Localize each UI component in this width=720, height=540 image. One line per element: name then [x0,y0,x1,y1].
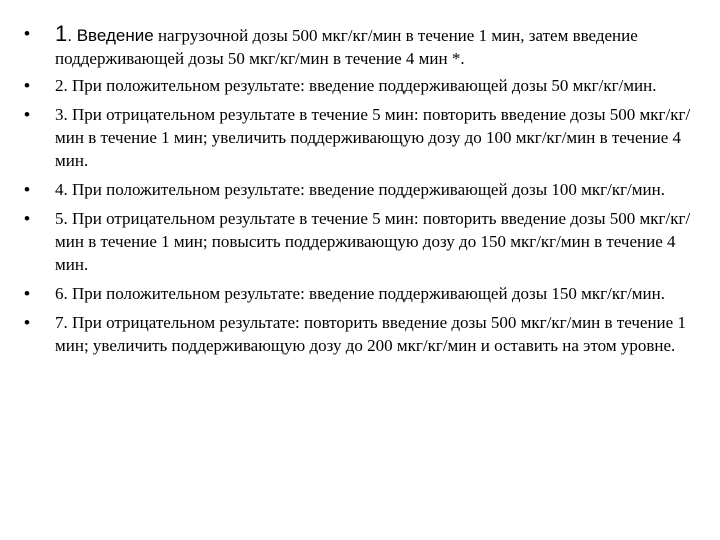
bullet-icon: • [24,313,30,332]
bullet-icon: • [24,76,30,95]
bullet-icon: • [24,284,30,303]
item-text: 7. При отрицательном результате: повторить введение дозы 500 мкг/кг/мин в течение 1 мин; увеличить поддерживающую дозу до 200 мкг/кг/мин и оставить на этом уровне. [55,313,686,355]
item-number: 1 [55,21,68,46]
list-item [22,74,702,97]
bullet-list [22,22,702,363]
bullet-icon: • [24,105,30,124]
item-number-dot: . [67,26,77,45]
list-item [22,311,702,357]
item-text: 4. При положительном результате: введение поддерживающей дозы 100 мкг/кг/мин. [55,180,665,199]
item-text: 6. При положительном результате: введение поддерживающей дозы 150 мкг/кг/мин. [55,284,665,303]
list-item [22,103,702,172]
item-text: 5. При отрицательном результате в течение 5 мин: повторить введение дозы 500 мкг/кг/мин в течение 1 мин; повысить поддерживающую дозу до 150 мкг/кг/мин в течение 4 мин. [55,209,691,274]
bullet-icon: • [24,180,30,199]
list-item [22,282,702,305]
item-lead-word: Введение [76,26,154,45]
list-item [22,22,702,70]
list-item [22,178,702,201]
item-text: 3. При отрицательном результате в течение 5 мин: повторить введение дозы 500 мкг/кг/мин в течение 1 мин; увеличить поддерживающую дозу до 100 мкг/кг/мин в течение 4 мин. [55,105,691,170]
item-text: 2. При положительном результате: введение поддерживающей дозы 50 мкг/кг/мин. [55,76,657,95]
list-item [22,207,702,276]
bullet-icon: • [24,24,30,43]
bullet-icon: • [24,209,30,228]
item-text: нагрузочной дозы 500 мкг/кг/мин в течение 1 мин, затем введение поддерживающей дозы 50 мкг/кг/мин в течение 4 мин *. [55,26,638,68]
